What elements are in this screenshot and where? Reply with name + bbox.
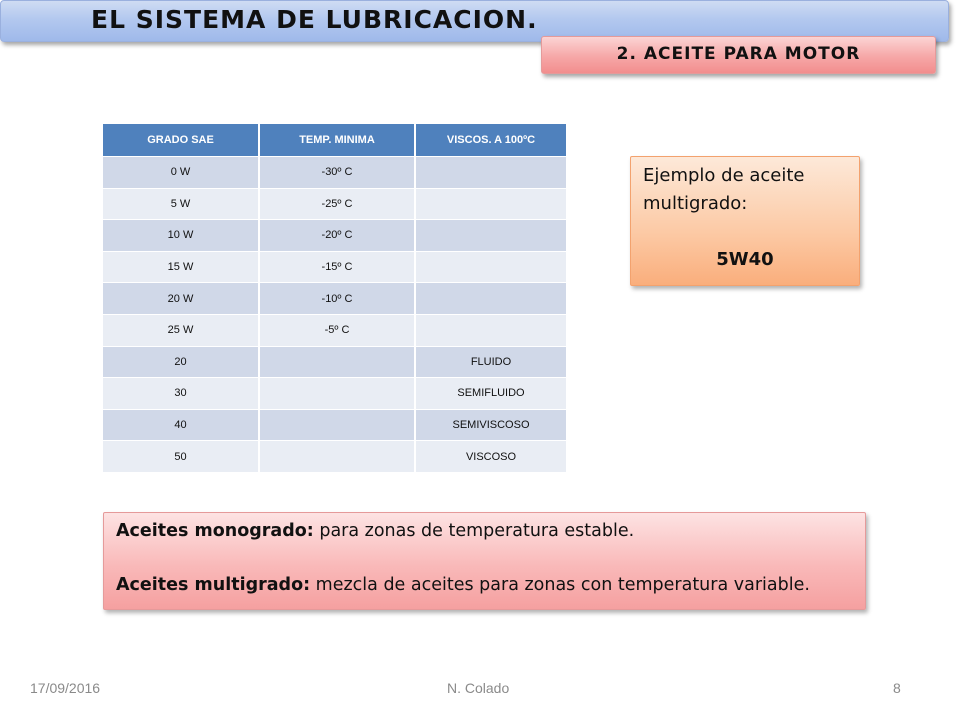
table-cell: 40 <box>103 409 259 441</box>
table-cell: 10 W <box>103 220 259 252</box>
slide-title: EL SISTEMA DE LUBRICACION. <box>91 5 538 34</box>
footer-date: 17/09/2016 <box>30 680 101 696</box>
table-cell: 30 <box>103 378 259 410</box>
table-cell: 25 W <box>103 314 259 346</box>
table-cell <box>415 251 566 283</box>
table-row <box>103 314 566 346</box>
table-row <box>103 188 566 220</box>
example-value: 5W40 <box>716 249 774 270</box>
example-line-2: multigrado: <box>643 193 748 214</box>
oil-types-note-box <box>103 512 866 610</box>
table-cell <box>259 409 415 441</box>
table-cell: -10º C <box>259 283 415 315</box>
table-cell: -30º C <box>259 157 415 189</box>
table-cell <box>259 441 415 472</box>
subtitle-banner <box>541 36 936 74</box>
multigrade-example-box <box>630 156 860 286</box>
monogrado-label: Aceites monogrado: <box>116 521 314 541</box>
column-header-temp: TEMP. MINIMA <box>259 124 415 157</box>
table-row <box>103 378 566 410</box>
table-cell: FLUIDO <box>415 346 566 378</box>
table-row <box>103 409 566 441</box>
table-cell: SEMIFLUIDO <box>415 378 566 410</box>
example-line-1: Ejemplo de aceite <box>643 165 805 186</box>
table-cell: VISCOSO <box>415 441 566 472</box>
table-row <box>103 157 566 189</box>
table-header-row <box>103 124 566 157</box>
table-cell <box>415 220 566 252</box>
table-cell <box>259 378 415 410</box>
table-cell: -25º C <box>259 188 415 220</box>
table-cell: 15 W <box>103 251 259 283</box>
monogrado-note <box>116 521 634 541</box>
table-row <box>103 251 566 283</box>
table-cell <box>415 283 566 315</box>
column-header-viscos: VISCOS. A 100ºC <box>415 124 566 157</box>
table-cell: -20º C <box>259 220 415 252</box>
table-cell: 20 W <box>103 283 259 315</box>
multigrado-label: Aceites multigrado: <box>116 575 311 595</box>
table-row <box>103 283 566 315</box>
table-cell: 5 W <box>103 188 259 220</box>
slide-subtitle: 2. ACEITE PARA MOTOR <box>616 44 861 64</box>
table-row <box>103 220 566 252</box>
table-cell <box>415 314 566 346</box>
table-cell <box>415 188 566 220</box>
table-cell <box>259 346 415 378</box>
column-header-grado: GRADO SAE <box>103 124 259 157</box>
table-row <box>103 441 566 472</box>
table-cell: 50 <box>103 441 259 472</box>
table-cell: 20 <box>103 346 259 378</box>
table-cell: -15º C <box>259 251 415 283</box>
table-cell: SEMIVISCOSO <box>415 409 566 441</box>
table-cell: 0 W <box>103 157 259 189</box>
monogrado-text: para zonas de temperatura estable. <box>313 521 635 541</box>
footer-page-number: 8 <box>893 680 901 696</box>
footer-author: N. Colado <box>447 680 510 696</box>
multigrado-note <box>116 575 810 595</box>
table-row <box>103 346 566 378</box>
sae-grade-table <box>103 124 566 472</box>
table-cell <box>415 157 566 189</box>
table-cell: -5º C <box>259 314 415 346</box>
multigrado-text: mezcla de aceites para zonas con temperatura variable. <box>310 575 810 595</box>
